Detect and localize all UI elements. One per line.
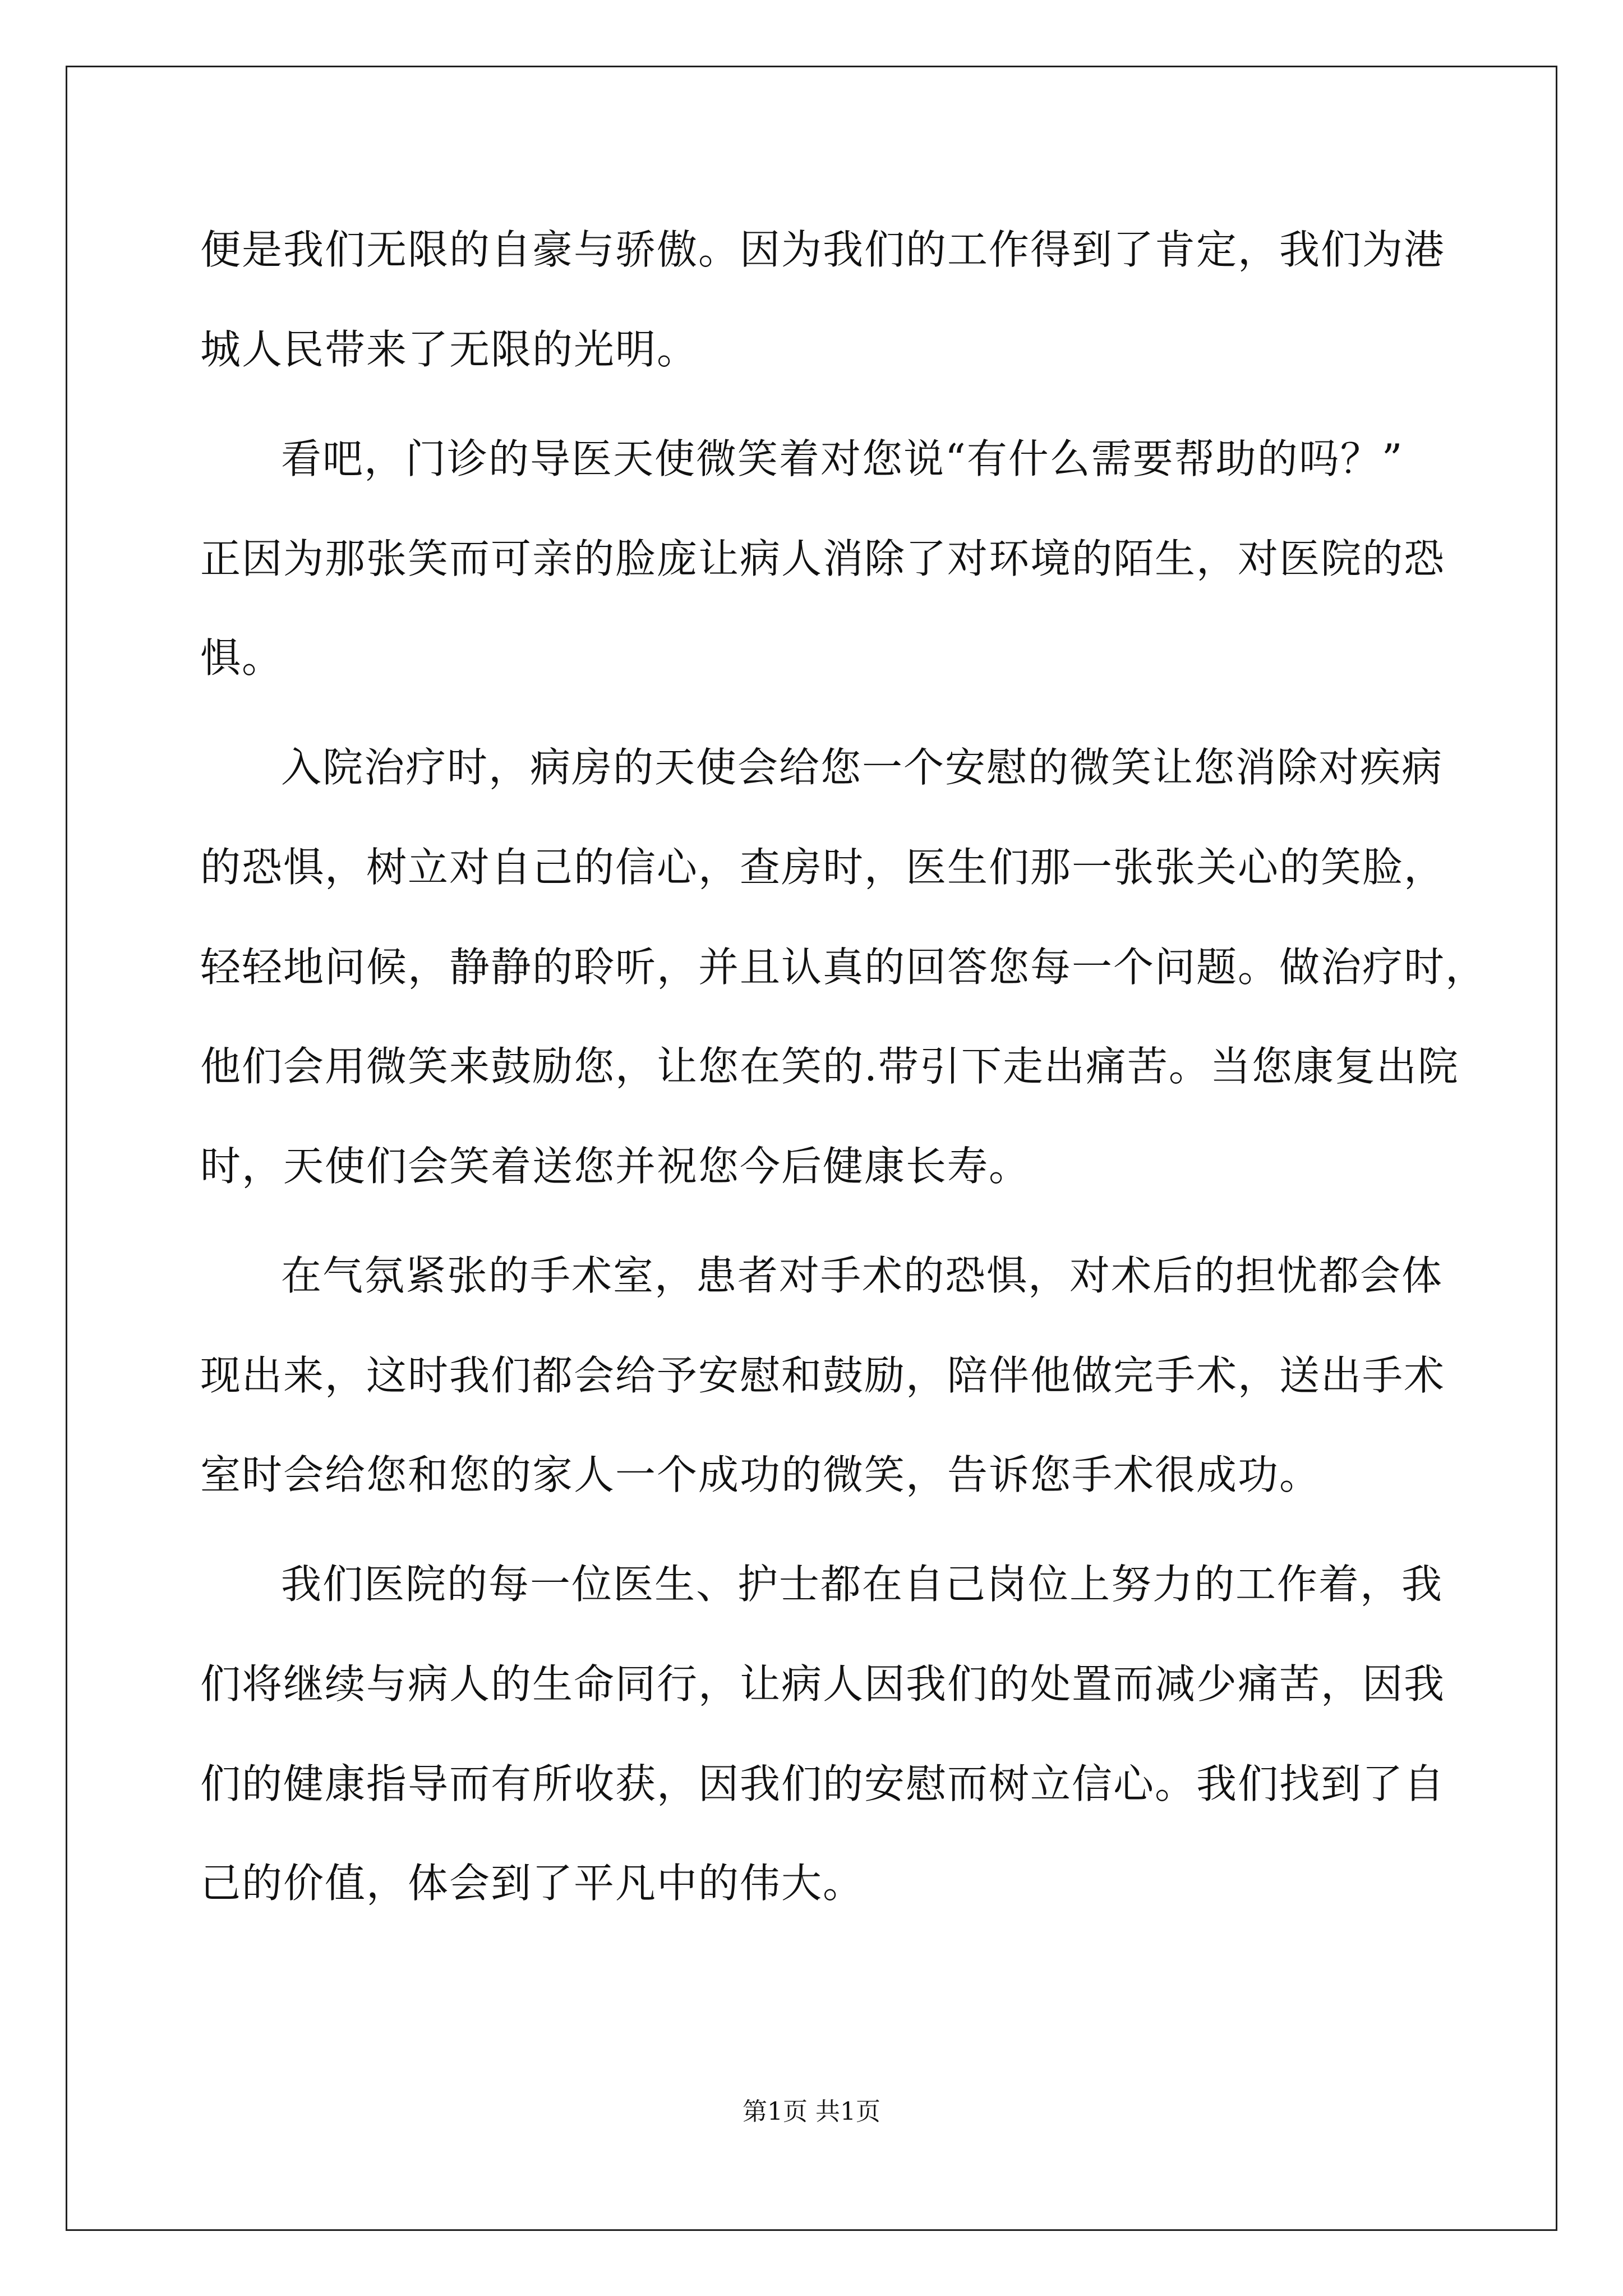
text-line: 正因为那张笑而可亲的脸庞让病人消除了对环境的陌生，对医院的恐 <box>200 535 1446 582</box>
text-line: 室时会给您和您的家人一个成功的微笑，告诉您手术很成功。 <box>200 1451 1321 1498</box>
text-line: 轻轻地问候，静静的聆听，并且认真的回答您每一个问题。做治疗时， <box>200 944 1487 991</box>
text-line: 现出来，这时我们都会给予安慰和鼓励，陪伴他做完手术，送出手术 <box>200 1352 1446 1399</box>
text-line: 的恐惧，树立对自己的信心，查房时，医生们那一张张关心的笑脸， <box>200 844 1446 891</box>
paragraph-first-line: 入院治疗时，病房的天使会给您一个安慰的微笑让您消除对疾病 <box>281 744 1444 791</box>
text-line: 时，天使们会笑着送您并祝您今后健康长寿。 <box>200 1143 1031 1190</box>
text-line: 他们会用微笑来鼓励您，让您在笑的.带引下走出痛苦。当您康复出院 <box>200 1043 1459 1090</box>
paragraph-first-line: 看吧，门诊的导医天使微笑着对您说“有什么需要帮助的吗？” <box>281 435 1404 482</box>
text-line: 城人民带来了无限的光明。 <box>200 326 699 373</box>
paragraph-first-line: 在气氛紧张的手术室，患者对手术的恐惧，对术后的担忧都会体 <box>281 1252 1444 1299</box>
text-line: 惧。 <box>200 634 284 682</box>
page-number: 第1页 共1页 <box>743 2097 880 2126</box>
paragraph-first-line: 我们医院的每一位医生、护士都在自己岗位上努力的工作着，我 <box>281 1561 1444 1608</box>
text-line: 己的价值，体会到了平凡中的伟大。 <box>200 1860 865 1907</box>
text-line: 们将继续与病人的生命同行，让病人因我们的处置而减少痛苦，因我 <box>200 1660 1446 1708</box>
text-line: 便是我们无限的自豪与骄傲。因为我们的工作得到了肯定，我们为港 <box>200 226 1446 273</box>
text-line: 们的健康指导而有所收获，因我们的安慰而树立信心。我们找到了自 <box>200 1760 1446 1807</box>
